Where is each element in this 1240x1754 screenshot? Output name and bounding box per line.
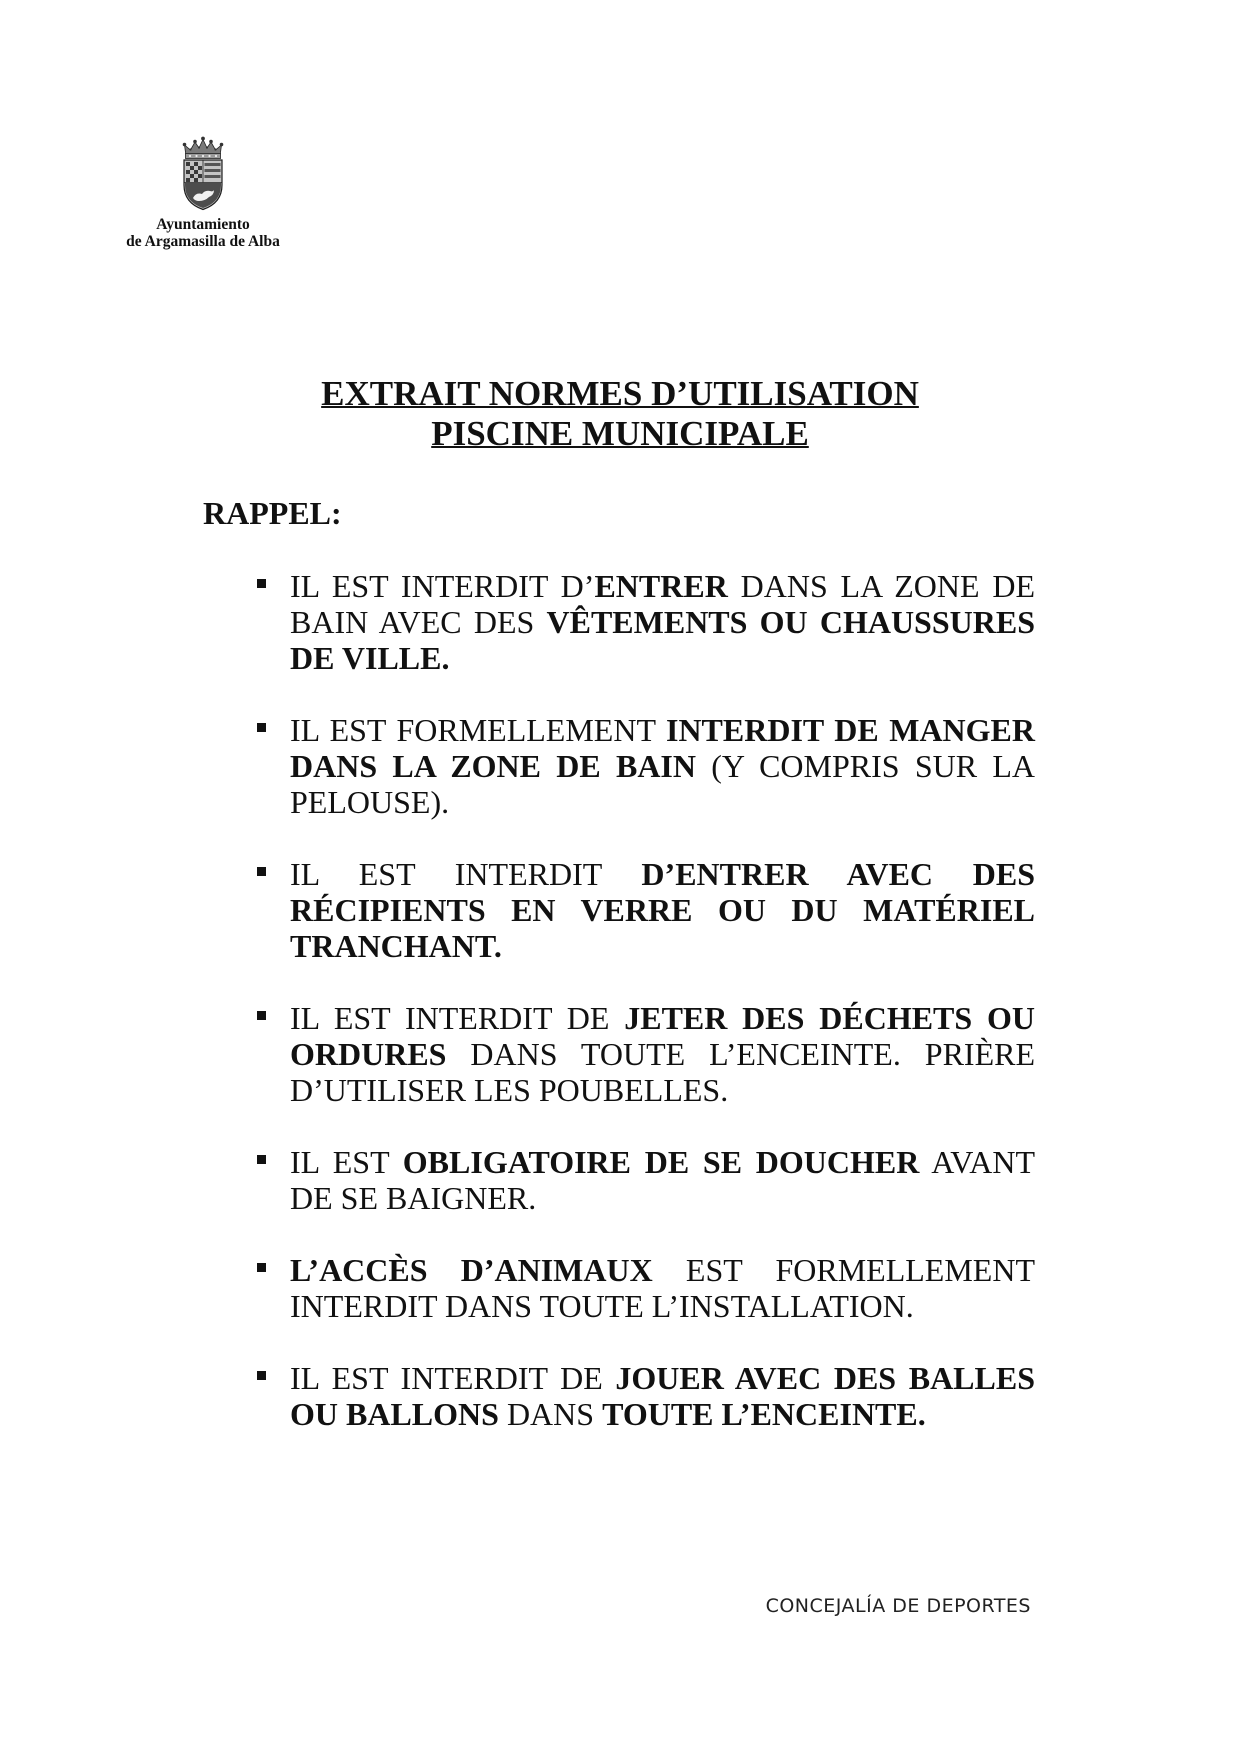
rule-emphasis-text: OBLIGATOIRE DE SE DOUCHER [402,1144,920,1180]
rule-text: IL EST [290,1144,403,1180]
rule-text: DANS [498,1396,603,1432]
rule-line [290,784,1035,820]
document-body [203,495,1035,1468]
municipal-logo [118,135,288,250]
rule-emphasis-text: JETER DES DÉCHETS OU [624,1000,1036,1036]
rule-item [290,712,1035,820]
rule-item [290,1360,1035,1432]
square-bullet-icon [257,867,266,876]
rule-line [290,928,1035,964]
rule-line [290,892,1035,928]
rule-text: IL EST INTERDIT [290,856,642,892]
square-bullet-icon [257,1011,266,1020]
rule-emphasis-text: VÊTEMENTS OU CHAUSSURES [546,604,1036,640]
rule-text: IL EST FORMELLEMENT [290,712,666,748]
rule-line [290,1144,1035,1180]
rule-text: D’UTILISER LES POUBELLES. [290,1072,729,1108]
rule-text: AVANT [919,1144,1036,1180]
intro-heading: RAPPEL: [203,495,342,531]
rule-line [290,1288,1035,1324]
rule-item [290,568,1035,676]
rule-line [290,856,1035,892]
rule-emphasis-text: ENTRER [594,568,728,604]
rule-item [290,856,1035,964]
title-line1: EXTRAIT NORMES D’UTILISATION [321,374,919,413]
rule-emphasis-text: ORDURES [290,1036,447,1072]
organization-name-line2: de Argamasilla de Alba [126,233,280,250]
rule-text: EST FORMELLEMENT [652,1252,1036,1288]
rule-text: (Y COMPRIS SUR LA [696,748,1036,784]
rule-line [290,1252,1035,1288]
rule-emphasis-text: D’ENTRER AVEC DES [641,856,1036,892]
rule-emphasis-text: RÉCIPIENTS EN VERRE OU DU MATÉRIEL [290,892,1035,928]
rule-line [290,640,1035,676]
rule-text: IL EST INTERDIT DE [290,1360,616,1396]
organization-name-line1: Ayuntamiento [156,216,250,233]
title-line2: PISCINE MUNICIPALE [431,414,809,453]
rule-text: BAIN AVEC DES [290,604,547,640]
rule-line [290,568,1035,604]
document-title [0,374,1240,454]
organization-name [118,216,288,250]
square-bullet-icon [257,1371,266,1380]
footer-department: CONCEJALÍA DE DEPORTES [765,1595,1031,1617]
rule-text: DANS LA ZONE DE [727,568,1036,604]
rule-item [290,1252,1035,1324]
rules-list [290,568,1035,1432]
rule-emphasis-text: TRANCHANT. [290,928,502,964]
square-bullet-icon [257,723,266,732]
rule-line [290,1036,1035,1072]
rule-emphasis-text: DE VILLE. [290,640,450,676]
rule-item [290,1144,1035,1216]
coat-of-arms-icon [180,135,226,211]
rule-emphasis-text: DANS LA ZONE DE BAIN [290,748,696,784]
square-bullet-icon [257,579,266,588]
rule-emphasis-text: TOUTE L’ENCEINTE. [602,1396,926,1432]
rule-line [290,1360,1035,1396]
rule-text: DE SE BAIGNER. [290,1180,537,1216]
rule-text: INTERDIT DANS TOUTE L’INSTALLATION. [290,1288,914,1324]
rule-line [290,604,1035,640]
rule-emphasis-text: JOUER AVEC DES BALLES [615,1360,1036,1396]
rule-text: PELOUSE). [290,784,450,820]
rule-line [290,1000,1035,1036]
rule-emphasis-text: OU BALLONS [290,1396,499,1432]
rule-text: IL EST INTERDIT DE [290,1000,625,1036]
rule-item [290,1000,1035,1108]
rule-line [290,1072,1035,1108]
rule-line [290,748,1035,784]
rule-line [290,1396,1035,1432]
rule-text: IL EST INTERDIT D’ [290,568,595,604]
rule-emphasis-text: INTERDIT DE MANGER [665,712,1036,748]
square-bullet-icon [257,1155,266,1164]
rule-line [290,712,1035,748]
rule-emphasis-text: L’ACCÈS D’ANIMAUX [290,1252,653,1288]
rule-line [290,1180,1035,1216]
rule-text: DANS TOUTE L’ENCEINTE. PRIÈRE [446,1036,1035,1072]
square-bullet-icon [257,1263,266,1272]
